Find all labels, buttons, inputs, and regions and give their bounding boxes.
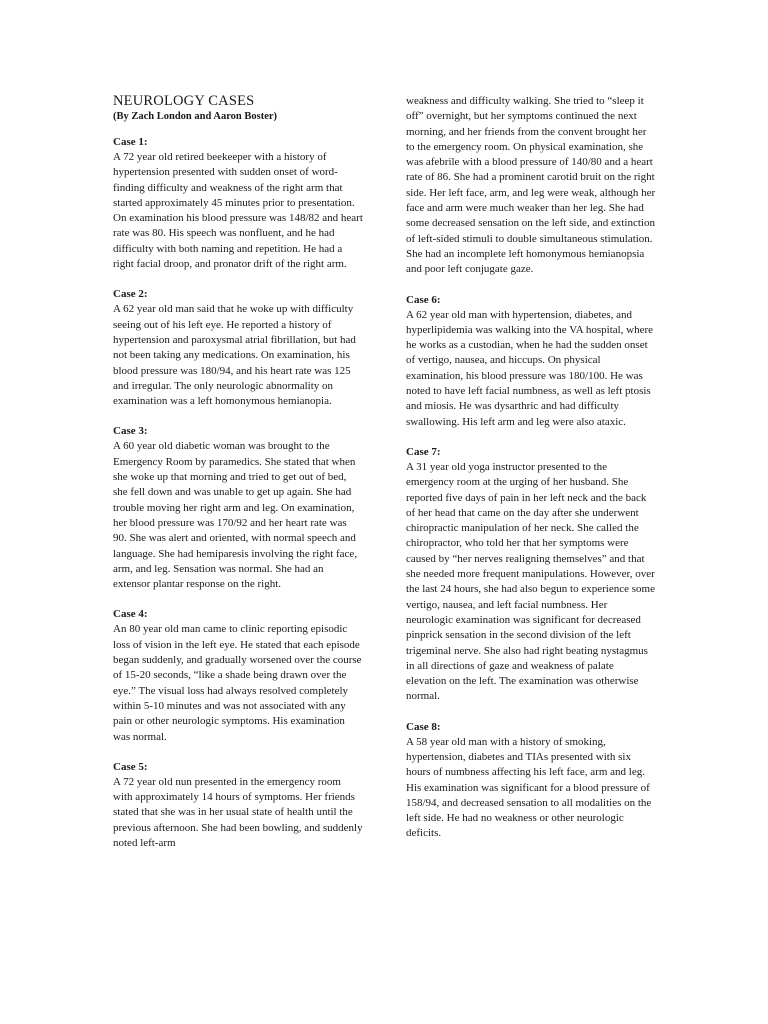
- document-title: NEUROLOGY CASES: [113, 93, 255, 109]
- case-text: A 72 year old retired beekeeper with a history of hypertension presented with sudden onset of word-finding difficulty and weakness of the right arm that started approximately 45 minutes prior to presentation. On examination his blood pressure was 148/82 and heart rate was 80. His speech was nonfluent, and he had difficulty with both naming and repetition. He had a right facial droop, and pronator drift of the right arm.: [113, 151, 363, 271]
- case-heading: Case 2:: [113, 288, 148, 301]
- case-heading: Case 6:: [406, 293, 441, 306]
- case-1: [113, 135, 363, 272]
- case-text: A 31 year old yoga instructor presented to the emergency room at the urging of her husband. She reported five days of pain in her left neck and the back of her head that came on the day after she underwent chiropractic manipulation of her neck. She called the chiropractor, who told her that her symptoms were caused by “her nerves realigning themselves” and that she needed more frequent manipulations. However, over the last 24 hours, she had also begun to experience some vertigo, nausea, and left facial numbness. Her neurologic examination was significant for decreased pinprick sensation in the second division of the left trigeminal nerve. She also had right beating nystagmus in all directions of gaze and weakness of palate elevation on the left. The examination was otherwise normal.: [406, 460, 655, 703]
- case-heading: Case 7:: [406, 445, 441, 458]
- left-column: [113, 92, 363, 866]
- case-7: [406, 445, 656, 705]
- case-heading: Case 5:: [113, 760, 148, 773]
- case-8: [406, 720, 656, 842]
- case-4: [113, 607, 363, 744]
- case-heading: Case 8:: [406, 720, 441, 733]
- document-authors: (By Zach London and Aaron Boster): [113, 111, 278, 122]
- case-heading: Case 1:: [113, 136, 148, 148]
- case-2: [113, 287, 363, 409]
- case-text: A 62 year old man with hypertension, diabetes, and hyperlipidemia was walking into the VA hospital, where he works as a custodian, when he had the sudden onset of vertigo, nausea, and hiccups. On physical examination, his blood pressure was 180/100. He was noted to have left facial numbness, as well as left ptosis and miosis. He was dysarthric and had difficulty swallowing. His left arm and leg were also ataxic.: [406, 308, 654, 428]
- case-5-continuation: weakness and difficulty walking. She tried to “sleep it off” overnight, but her symptoms continued the next morning, and her friends from the convent brought her to the emergency room. On physical examination, she was afebrile with a blood pressure of 140/80 and a heart rate of 86. She had a prominent carotid bruit on the right side. Her left face, arm, and leg were weak, although her face and arm were much weaker than her leg. She had some decreased sensation on the left side, and extinction of left-sided stimuli to double simultaneous stimulation. She had an incomplete left homonymous hemianopsia and poor left conjugate gaze.: [406, 95, 656, 276]
- case-text: A 62 year old man said that he woke up with difficulty seeing out of his left eye. He reported a history of hypertension and paroxysmal atrial fibrillation, but had not been taking any medications. On examination, his blood pressure was 180/94, and his heart rate was 125 and irregular. The only neurologic abnormality on examination was a left homonymous hemianopia.: [113, 303, 356, 408]
- case-6: [406, 293, 656, 430]
- case-text: A 60 year old diabetic woman was brought to the Emergency Room by paramedics. She stated that when she woke up that morning and tried to get out of bed, she fell down and was unable to get up again. She had trouble moving her right arm and leg. On examination, her blood pressure was 170/92 and her heart rate was 90. She was alert and oriented, with normal speech and language. She had hemiparesis involving the right face, arm, and leg. Sensation was normal. She had an extensor plantar response on the right.: [113, 440, 358, 591]
- case-text: A 72 year old nun presented in the emergency room with approximately 14 hours of symptoms. Her friends stated that she was in her usual state of health until the previous afternoon. She had been bowling, and suddenly noted left-arm: [113, 775, 363, 849]
- case-text: An 80 year old man came to clinic reporting episodic loss of vision in the left eye. He stated that each episode began suddenly, and gradually worsened over the course of 15-20 seconds, “like a shade being drawn over the eye.” The visual loss had always resolved completely within 5-10 minutes and was not associated with any pain or other neurologic symptoms. His examination was normal.: [113, 623, 362, 743]
- case-3: [113, 424, 363, 592]
- case-heading: Case 4:: [113, 608, 148, 621]
- case-text: A 58 year old man with a history of smoking, hypertension, diabetes and TIAs presented with six hours of numbness affecting his left face, arm and leg. His examination was significant for a blood pressure of 158/94, and decreased sensation to all modalities on the left side. He had no weakness or other neurologic deficits.: [406, 735, 652, 840]
- case-heading: Case 3:: [113, 425, 148, 438]
- case-5: [113, 760, 363, 851]
- right-column: [406, 94, 656, 857]
